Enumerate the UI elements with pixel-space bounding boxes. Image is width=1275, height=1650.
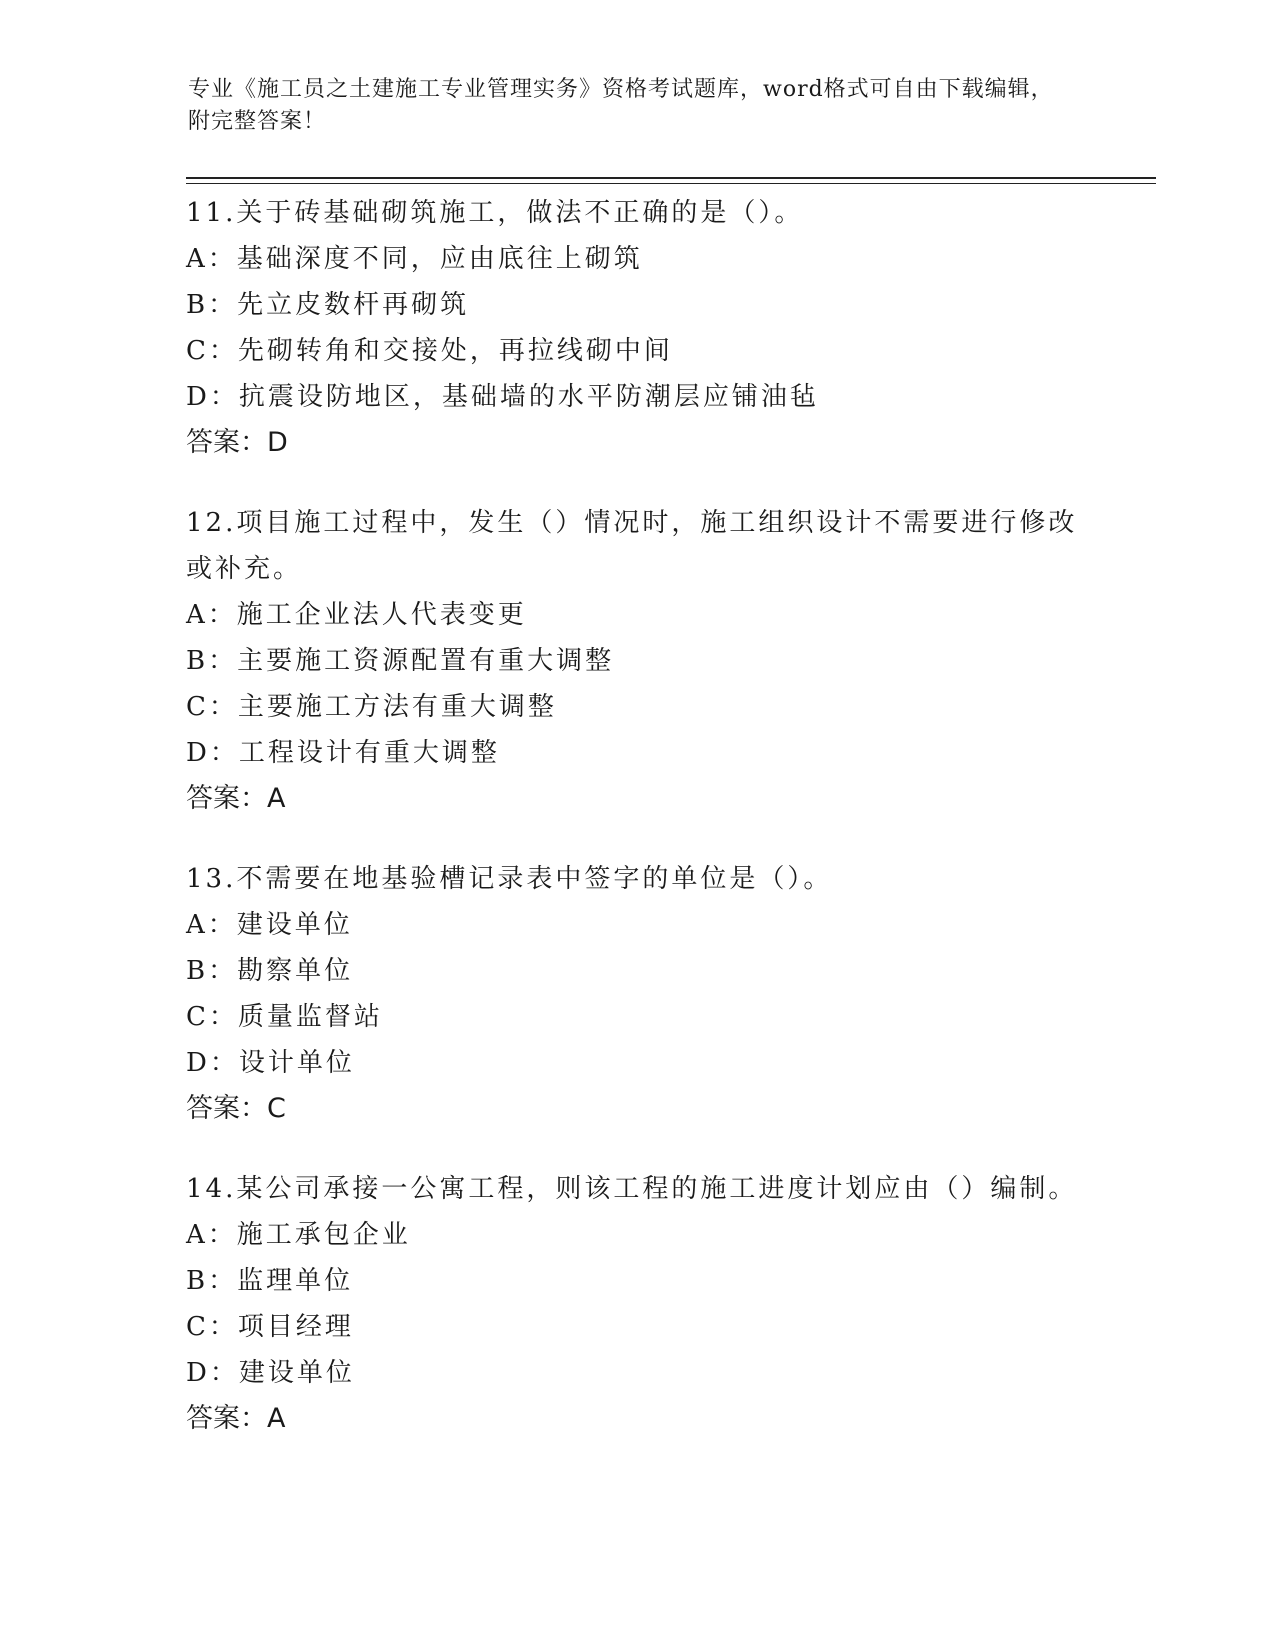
option-a: A：施工承包企业 xyxy=(186,1220,411,1250)
option-c: C：项目经理 xyxy=(186,1312,354,1342)
option-c: C：质量监督站 xyxy=(186,1002,383,1032)
answer-line: 答案：C xyxy=(186,1093,286,1124)
option-d: D：设计单位 xyxy=(186,1048,355,1078)
option-c: C：先砌转角和交接处，再拉线砌中间 xyxy=(186,336,673,366)
question-13 xyxy=(186,856,1086,1132)
option-c: C：主要施工方法有重大调整 xyxy=(186,692,557,722)
answer-line: 答案：D xyxy=(186,427,288,458)
option-a: A：基础深度不同，应由底往上砌筑 xyxy=(186,244,643,274)
header-rule-thin xyxy=(186,183,1156,184)
option-b: B：勘察单位 xyxy=(186,956,354,986)
option-b: B：监理单位 xyxy=(186,1266,354,1296)
option-d: D：抗震设防地区，基础墙的水平防潮层应铺油毡 xyxy=(186,382,819,412)
answer-line: 答案：A xyxy=(186,1403,286,1434)
option-a: A：建设单位 xyxy=(186,910,353,940)
question-stem: 13.不需要在地基验槽记录表中签字的单位是（）。 xyxy=(186,864,833,894)
question-stem: 11.关于砖基础砌筑施工，做法不正确的是（）。 xyxy=(186,198,804,228)
option-b: B：主要施工资源配置有重大调整 xyxy=(186,646,615,676)
question-list xyxy=(186,190,1086,1476)
question-stem: 12.项目施工过程中，发生（）情况时，施工组织设计不需要进行修改或补充。 xyxy=(186,508,1078,584)
question-stem: 14.某公司承接一公寓工程，则该工程的施工进度计划应由（）编制。 xyxy=(186,1174,1078,1204)
option-b: B：先立皮数杆再砌筑 xyxy=(186,290,470,320)
answer-line: 答案：A xyxy=(186,783,286,814)
option-a: A：施工企业法人代表变更 xyxy=(186,600,527,630)
header-rule-thick xyxy=(186,177,1156,179)
question-11 xyxy=(186,190,1086,466)
question-14 xyxy=(186,1166,1086,1442)
option-d: D：建设单位 xyxy=(186,1358,355,1388)
option-d: D：工程设计有重大调整 xyxy=(186,738,500,768)
question-12 xyxy=(186,500,1086,822)
document-header: 专业《施工员之土建施工专业管理实务》资格考试题库，word格式可自由下载编辑，附完整答案！ xyxy=(188,77,1054,134)
